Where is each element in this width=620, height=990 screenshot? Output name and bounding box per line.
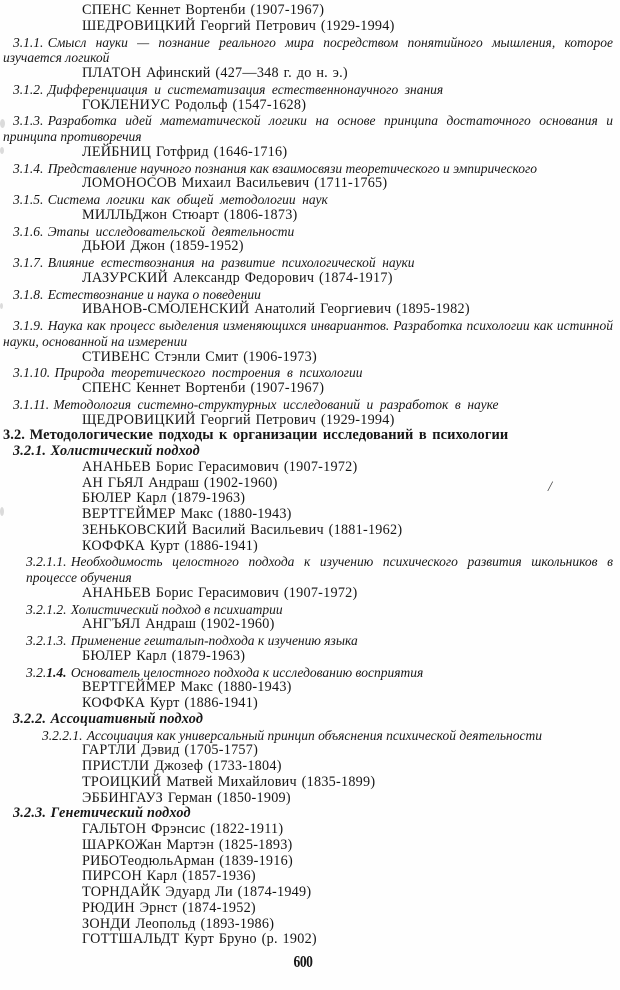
section-number-text: 3.1.11. [13,396,50,412]
section-number [26,665,67,680]
section-title: Разработка идей математической логики на основе принципа достаточного основания и принципа противоречия [3,113,613,144]
section-entry [26,602,613,618]
section-number [13,365,50,380]
section-title: Влияние естествознания на развитие психологической науки [47,255,415,270]
section-entry [26,554,613,586]
person-entry: ТОРНДАЙК Эдуард Ли (1874-1949) [82,884,312,900]
person-entry: ЗОНДИ Леопольд (1893-1986) [82,915,275,932]
section-title: Природа теоретического построения в психологии [54,365,363,381]
section-title: Представление научного познания как взаимосвязи теоретического и эмпирического [47,160,538,176]
section-title: Холистический подход [50,443,200,459]
scan-smudge [0,147,4,154]
section-entry [3,224,613,240]
section-title: Методология системно-структурных исследований и разработок в науке [53,396,499,412]
person-entry: МИЛЛЬДжон Стюарт (1806-1873) [82,206,298,223]
person-entry: ЭББИНГАУЗ Герман (1850-1909) [82,789,291,806]
person-entry: БЮЛЕР Карл (1879-1963) [82,647,246,664]
section-title: Холистический подход в психиатрии [70,601,283,617]
person-entry: ГОТТШАЛЬДТ Курт Бруно (р. 1902) [82,931,317,948]
scan-smudge [0,507,4,516]
person-entry: ГАРТЛИ Дэвид (1705-1757) [82,742,259,759]
person-entry: КОФФКА Курт (1886-1941) [82,537,259,554]
scan-smudge [0,119,5,128]
person-entry: АНАНЬЕВ Борис Герасимович (1907-1972) [82,458,358,475]
section-number [13,255,43,270]
section-number-text: 3.2.2. [13,710,47,727]
person-entry: СПЕНС Кеннет Вортенби (1907-1967) [82,2,325,18]
person-entry: СТИВЕНС Стэнли Смит (1906-1973) [82,348,317,365]
section-number [13,805,46,821]
section-number-text: 3.2.1.3. [26,633,67,648]
section-entry [3,397,613,413]
person-entry: БЮЛЕР Карл (1879-1963) [82,490,246,507]
section-entry [3,35,613,67]
subsection-heading [13,712,613,728]
person-entry: ШЕДРОВИЦКИЙ Георгий Петрович (1929-1994) [82,17,395,34]
section-entry [3,287,613,303]
section-number [13,711,46,727]
section-number-text: 3.2.1. [13,443,47,459]
section-entry [3,318,613,350]
section-number-text: 3.1.7. [13,255,44,270]
person-entry: ГОКЛЕНИУС Родольф (1547-1628) [82,96,307,113]
person-entry: ГАЛЬТОН Фрэнсис (1822-1911) [82,821,284,837]
section-title: Естествознание и наука о поведении [47,286,261,302]
section-number-text: 3.1.9. [13,318,44,333]
person-entry: ЗЕНЬКОВСКИЙ Василий Васильевич (1881-1962) [82,521,403,538]
section-title: Необходимость целостного подхода к изучению психического развития школьников в процессе обучения [26,554,613,585]
person-entry: ТРОИЦКИЙ Матвей Михайлович (1835-1899) [82,773,376,790]
section-entry [3,365,613,381]
section-number-bold-part: 1.4. [46,664,67,680]
person-entry: ДЬЮИ Джон (1859-1952) [82,238,244,255]
person-entry: АН ГЬЯЛ Андраш (1902-1960) [82,474,278,491]
section-number-text: 3.1.4. [13,160,44,176]
person-entry: КОФФКА Курт (1886-1941) [82,695,259,711]
section-title: Основатель целостного подхода к исследованию восприятия [70,664,424,680]
person-entry: ЛОМОНОСОВ Михаил Васильевич (1711-1765) [82,175,388,192]
section-number-text: 3.2.3. [13,805,47,822]
page-number: 600 [293,952,313,971]
person-entry: ЛЕЙБНИЦ Готфрид (1646-1716) [82,143,288,160]
section-title: Этапы исследовательской деятельности [47,223,295,239]
person-entry: ВЕРТГЕЙМЕР Макс (1880-1943) [82,506,292,522]
person-entry: АНГЪЯЛ Андраш (1902-1960) [82,616,275,633]
section-number [26,602,67,617]
section-number [13,113,43,128]
section-entry [3,113,613,145]
person-entry: ЩЕДРОВИЦКИЙ Георгий Петрович (1929-1994) [82,411,395,428]
section-number [42,728,83,743]
section-title: Система логики как общей методологии наук [47,192,328,207]
chapter-heading [3,428,613,444]
section-number [13,443,46,459]
person-entry: РЮДИН Эрнст (1874-1952) [82,899,256,916]
section-number-text: 3.1.1. [13,34,44,50]
section-number-text: 3.1.6. [13,223,44,239]
section-number [13,82,43,97]
section-number [26,633,67,648]
section-entry [26,633,613,649]
section-number-text: 3.1.3. [13,113,44,129]
section-title: Смысл науки — познание реального мира посредством понятийного мышления, которое изучается логикой [3,34,613,66]
section-title: Дифференциация и систематизация естественнонаучного знания [47,81,444,97]
section-number [13,192,43,207]
person-entry: ШАРКОЖан Мартэн (1825-1893) [82,836,293,853]
person-entry: РИБОТеодюльАрман (1839-1916) [82,852,293,869]
subsection-heading [13,444,613,460]
section-number-text: 3.2. [3,427,25,444]
person-entry: ИВАНОВ-СМОЛЕНСКИЙ Анатолий Георгиевич (1895-1982) [82,301,470,318]
section-number-text: 3.1.2. [13,81,44,97]
section-title: Методологические подходы к организации исследований в психологии [29,427,509,444]
person-entry: АНАНЬЕВ Борис Герасимович (1907-1972) [82,584,358,601]
section-number [13,161,43,176]
stray-slash-mark: / [548,479,553,495]
subsection-heading [13,806,613,822]
section-number [13,224,43,239]
section-number-text: 3.2. [26,664,47,680]
section-entry [3,82,613,98]
person-entry: ПЛАТОН Афинский (427—348 г. до н. э.) [82,65,348,81]
section-number-text: 3.1.10. [13,365,51,381]
section-entry [3,255,613,271]
section-number [13,397,49,412]
section-entry [26,665,613,681]
section-title: Наука как процесс выделения изменяющихся инвариантов. Разработка психологии как истинной науки, основанной на измерении [3,318,613,349]
section-number-text: 3.2.1.2. [26,601,67,617]
section-entry [3,192,613,208]
section-number [3,427,25,443]
section-title: Генетический подход [50,805,191,822]
person-entry: ПРИСТЛИ Джозеф (1733-1804) [82,758,282,774]
person-entry: ПИРСОН Карл (1857-1936) [82,868,256,885]
section-number [13,287,43,302]
scan-smudge [0,303,3,309]
section-number [13,318,43,333]
person-entry: ВЕРТГЕЙМЕР Макс (1880-1943) [82,679,292,696]
section-number-text: 3.1.5. [13,192,44,207]
person-entry: ЛАЗУРСКИЙ Александр Федорович (1874-1917) [82,269,393,286]
toc-list [3,3,613,948]
section-title: Применение гешталып-подхода к изучению языка [70,633,358,648]
section-title: Ассоциация как универсальный принцип объяснения психической деятельности [86,727,542,743]
section-number-text: 3.2.2.1. [42,727,83,743]
section-entry [42,728,613,744]
section-entry [3,161,613,177]
section-number-text: 3.2.1.1. [26,554,67,570]
section-number-text: 3.1.8. [13,286,44,302]
section-title: Ассоциативный подход [50,710,204,727]
section-number [26,554,67,569]
section-number [13,35,43,50]
person-entry: СПЕНС Кеннет Вортенби (1907-1967) [82,380,325,396]
